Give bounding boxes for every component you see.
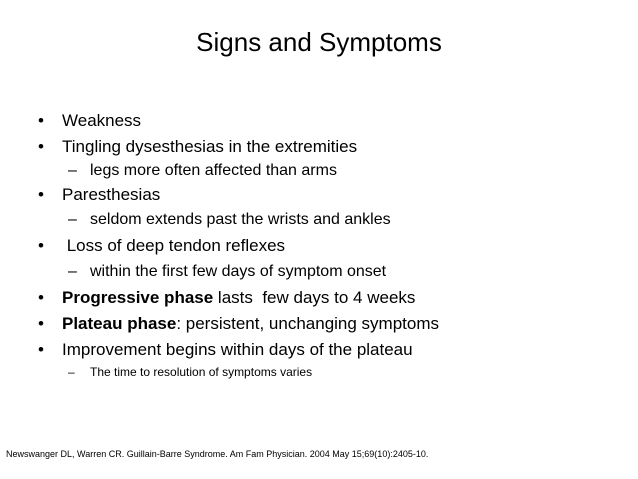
citation: Newswanger DL, Warren CR. Guillain-Barre Syndrome. Am Fam Physician. 2004 May 15;69(10):2405-10. (6, 449, 429, 459)
slide-title: Signs and Symptoms (196, 27, 442, 57)
bullet-marker: • (38, 137, 44, 156)
bullet-marker: • (38, 236, 44, 255)
subbullet-resolution-varies: The time to resolution of symptoms varies (90, 365, 313, 379)
bullet-improvement: Improvement begins within days of the plateau (62, 340, 413, 359)
plateau-phase-term: Plateau phase (62, 314, 177, 333)
dash-marker: – (68, 211, 77, 228)
bullet-marker: • (38, 340, 44, 359)
dash-marker: – (68, 263, 77, 280)
bullet-paresthesias: Paresthesias (62, 185, 161, 204)
plateau-phase-detail: : persistent, unchanging symptoms (176, 314, 440, 333)
bullet-tingling-dysesthesias: Tingling dysesthesias in the extremities (62, 137, 358, 156)
bullet-plateau-phase (62, 313, 439, 335)
dash-marker: – (68, 365, 75, 379)
bullet-marker: • (38, 288, 44, 307)
subbullet-legs-affected: legs more often affected than arms (90, 162, 337, 179)
bullet-marker: • (38, 185, 44, 204)
bullet-deep-tendon-reflexes: Loss of deep tendon reflexes (62, 236, 286, 255)
bullet-marker: • (38, 314, 44, 333)
subbullet-wrists-ankles: seldom extends past the wrists and ankles (90, 211, 391, 228)
bullet-weakness: Weakness (62, 111, 142, 130)
subbullet-symptom-onset: within the first few days of symptom onset (90, 263, 387, 280)
progressive-phase-detail: lasts few days to 4 weeks (213, 288, 416, 307)
bullet-marker: • (38, 111, 44, 130)
progressive-phase-term: Progressive phase (62, 288, 214, 307)
dash-marker: – (68, 162, 77, 179)
bullet-progressive-phase (62, 287, 415, 309)
